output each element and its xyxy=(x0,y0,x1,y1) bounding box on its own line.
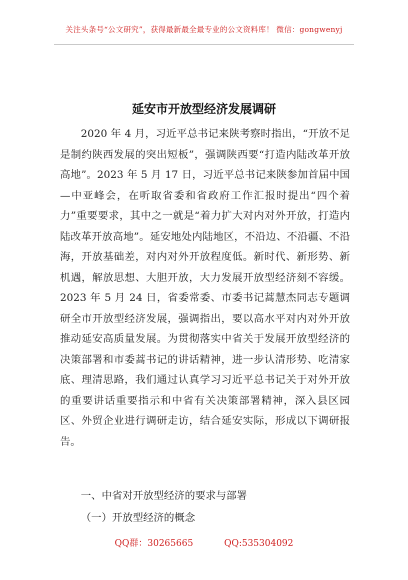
section-heading: 一、中省对开放型经济的要求与部署 xyxy=(80,490,248,502)
document-title: 延安市开放型经济发展调研 xyxy=(131,102,276,116)
header-divider xyxy=(54,44,354,45)
promo-banner: 关注头条号“公文研究”，获得最新最全最专业的公文资料库！ 微信：gongwenyj xyxy=(65,25,343,34)
qq-number: QQ:535304092 xyxy=(224,539,294,549)
subsection-heading: （一）开放型经济的概念 xyxy=(80,512,196,524)
qq-group-number: QQ群：30265665 xyxy=(114,539,194,549)
contact-footer xyxy=(0,536,408,549)
body-paragraph: 2020 年 4 月，习近平总书记来陕考察时指出，“开放不足是制约陕西发展的突出短板”，强调陕西要“打造内陆改革开放高地”。2023 年 5 月 17 日，习近平总书记来陕参加首届中国—中亚峰会，在听取省委和省政府工作汇报时提出“四个着力”重要要求，其中之一就是“着力扩大对内对外开放，打造内陆改革开放高地”。延安地处内陆地区，不沿边、不沿疆、不沿海，开放基础差，对内对外开放程度低。新时代、新形势、新机遇，解放思想、大胆开放，大力发展开放型经济刻不容缓。2023 年 5 月 24 日，省委常委、市委书记蒿慧杰同志专题调研全市开放型经济发展，强调指出，要以高水平对内对外开放推动延安高质量发展。为贯彻落实中省关于发展开放型经济的决策部署和市委蒿书记的讲话精神，进一步认清形势、吃清家底、理清思路，我们通过认真学习习近平总书记关于对外开放的重要讲话重要指示和中省有关决策部署精神，深入县区园区、外贸企业进行调研走访，结合延安实际，形成以下调研报告。 xyxy=(60,128,350,448)
